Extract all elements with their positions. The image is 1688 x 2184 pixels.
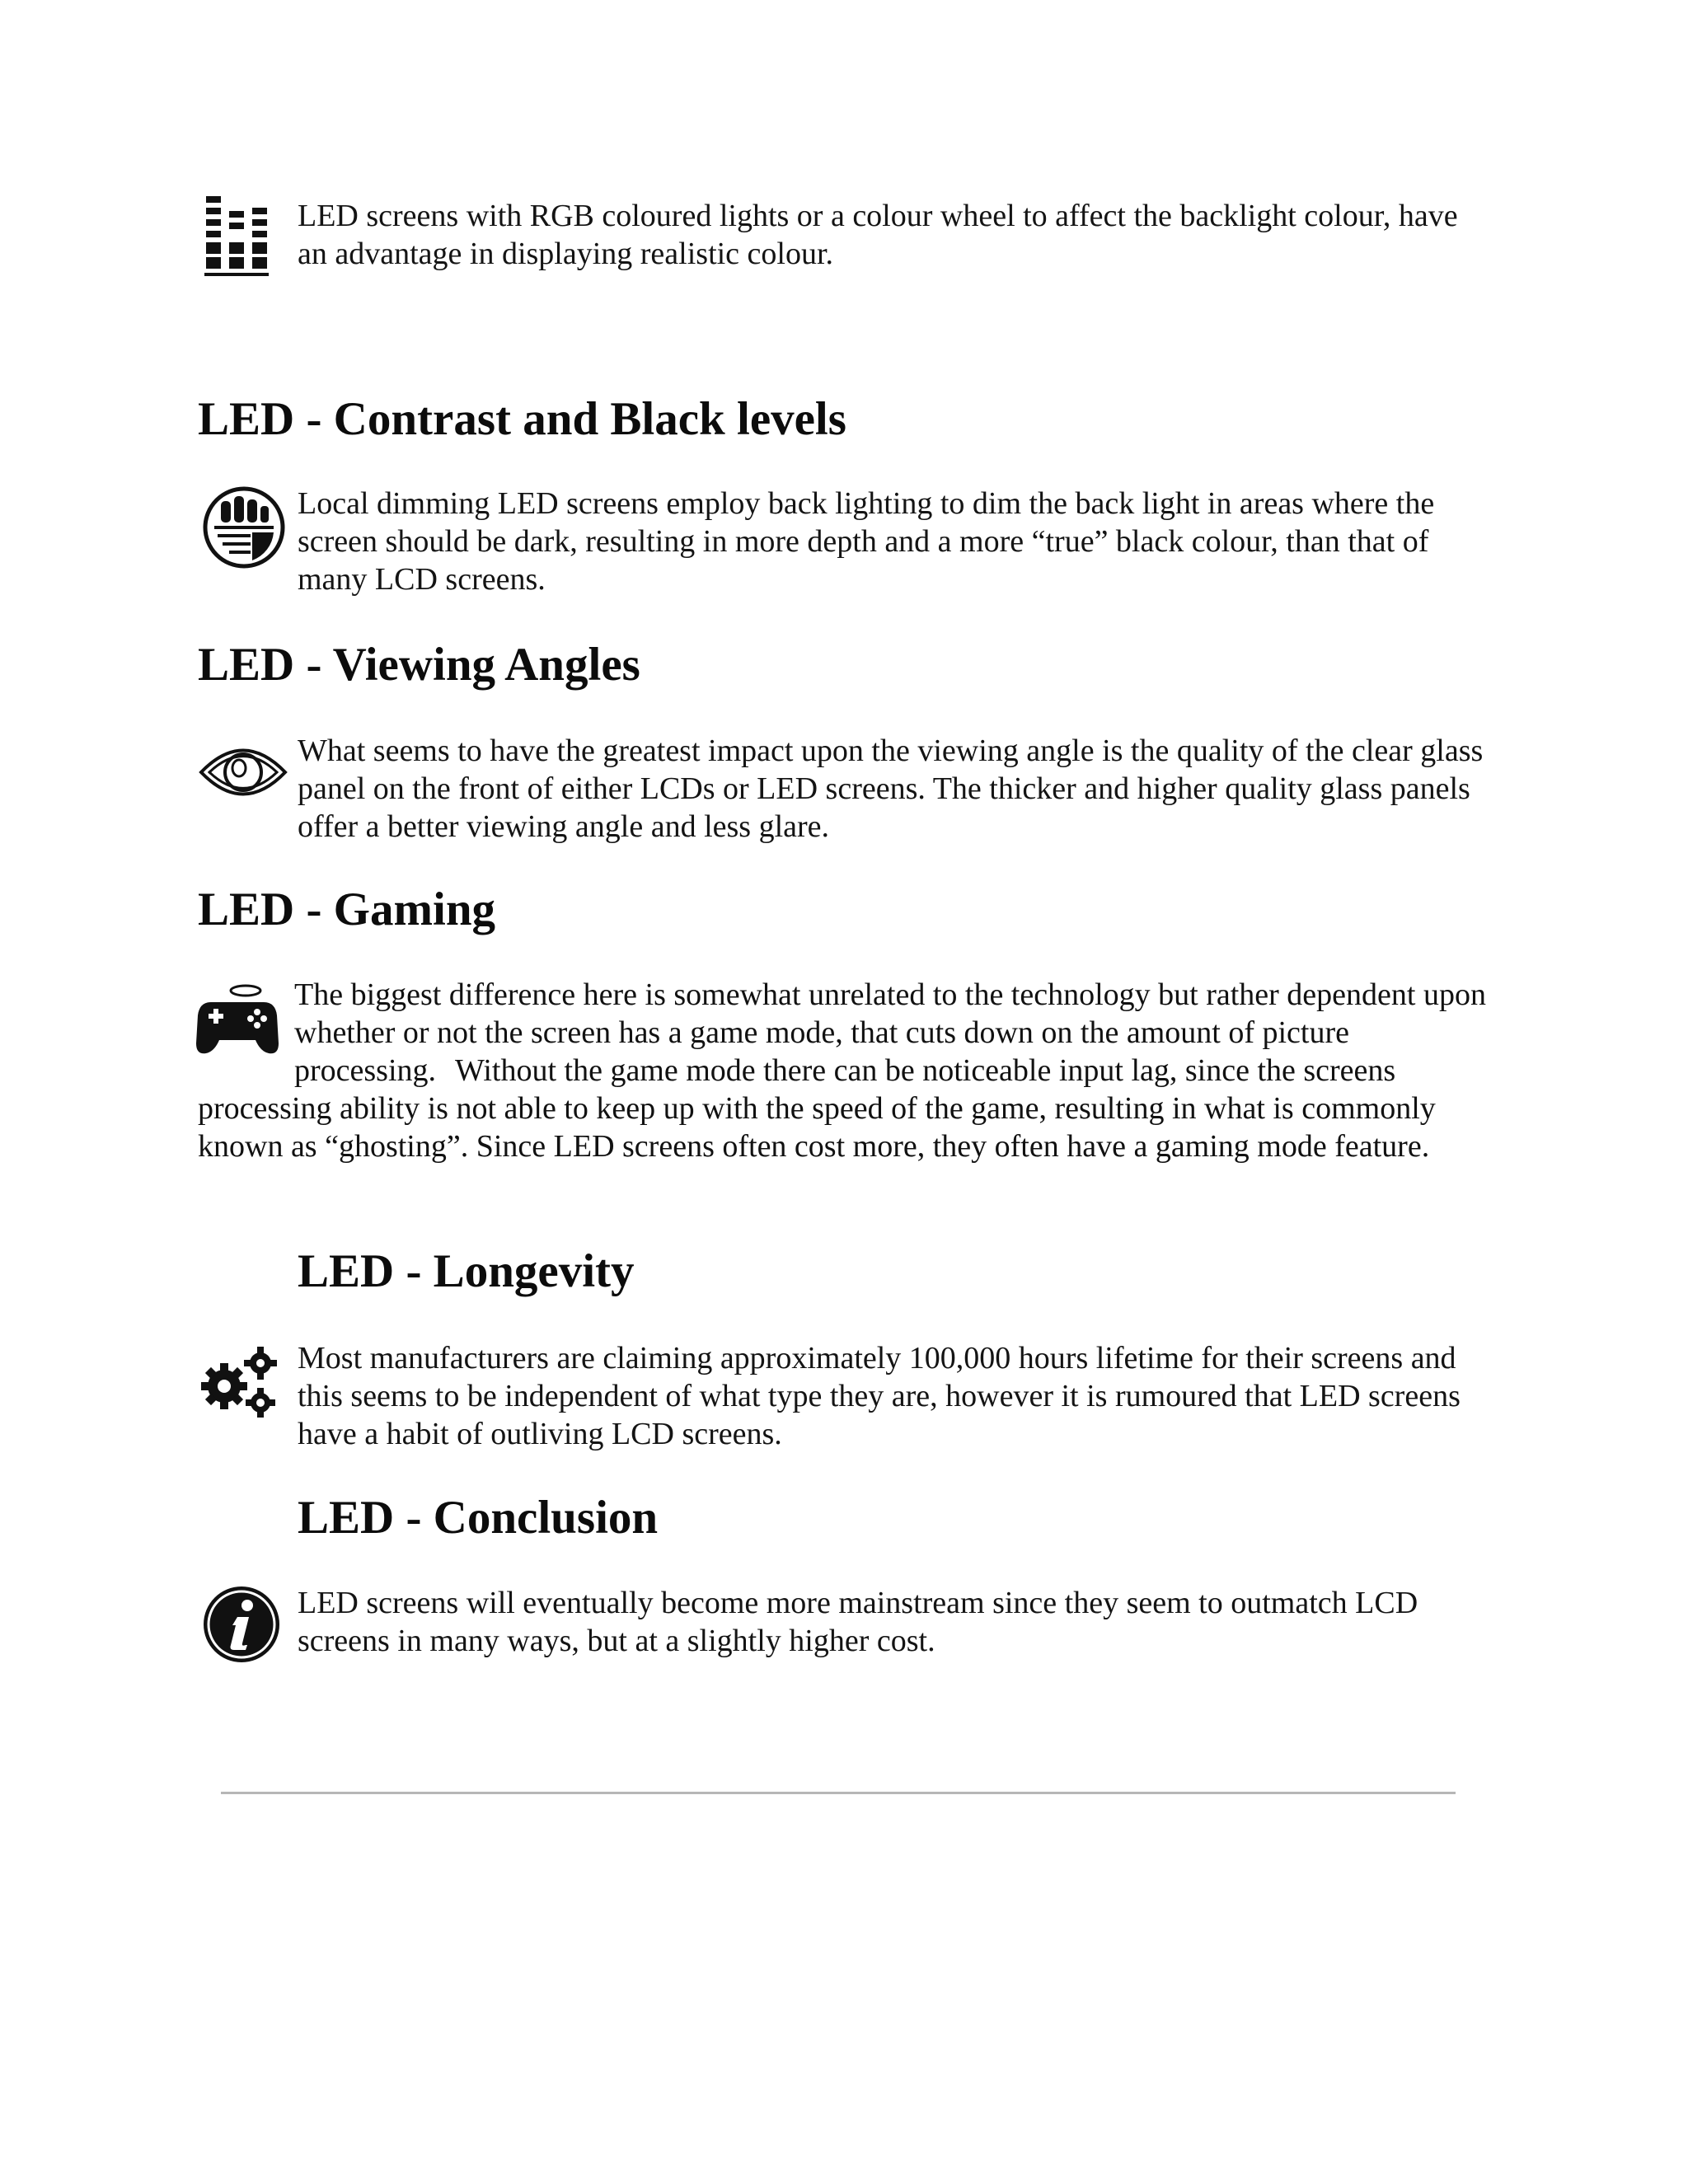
gaming-heading: LED - Gaming (198, 883, 496, 935)
eye-icon (198, 735, 288, 809)
contrast-paragraph: Local dimming LED screens employ back lighting to dim the back light in areas where the screen should be dark, resulting in more depth and a more “true” black colour, than that of many LCD screens. (298, 486, 1435, 597)
conclusion-heading: LED - Conclusion (298, 1492, 659, 1544)
equalizer-icon (203, 191, 272, 279)
gears-icon (199, 1343, 282, 1419)
page-divider (221, 1792, 1456, 1794)
gaming-paragraph-wrapped: The biggest difference here is somewhat unrelated to the technology but rather dependent upon whether or not the screen has a game mode, that cuts down on the amount of picture processing. (294, 977, 1486, 1088)
gamepad-icon (195, 982, 280, 1058)
viewing-angles-paragraph: What seems to have the greatest impact upon the viewing angle is the quality of the clear glass panel on the front of either LCDs or LED screens. The thicker and higher quality glass panels offer a better viewing angle and less glare. (298, 733, 1484, 844)
info-icon (201, 1584, 282, 1665)
longevity-paragraph: Most manufacturers are claiming approximately 100,000 hours lifetime for their screens and this seems to be independent of what type they are, however it is rumoured that LED screens have a habit of outliving LCD screens. (298, 1341, 1461, 1451)
contrast-circle-icon (201, 485, 287, 570)
colour-paragraph: LED screens with RGB coloured lights or a colour wheel to affect the backlight colour, have an advantage in displaying realistic colour. (298, 199, 1458, 271)
longevity-heading: LED - Longevity (298, 1245, 635, 1297)
viewing-angles-heading: LED - Viewing Angles (198, 639, 640, 691)
gaming-paragraph-continued: Without the game mode there can be noticeable input lag, since the screens processing ability is not able to keep up with the speed of the game, resulting in what is commonly known as “ghosting”. Since LED screens often cost more, they often have a gaming mode feature. (198, 1053, 1436, 1164)
conclusion-paragraph: LED screens will eventually become more mainstream since they seem to outmatch LCD screens in many ways, but at a slightly higher cost. (298, 1586, 1418, 1658)
contrast-heading: LED - Contrast and Black levels (198, 393, 846, 445)
